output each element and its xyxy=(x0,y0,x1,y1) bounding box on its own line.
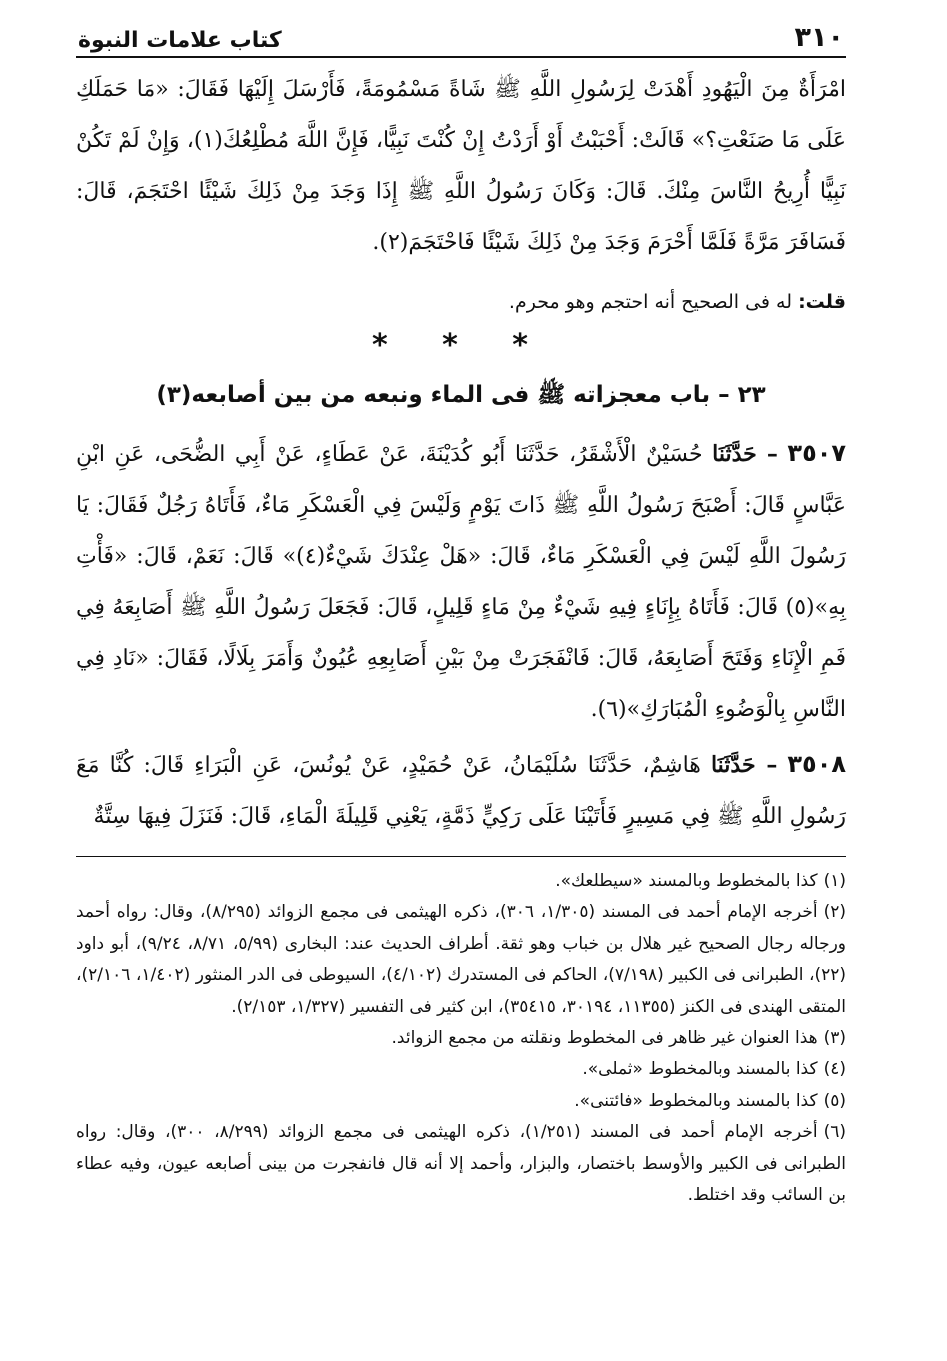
book-title: كتاب علامات النبوة xyxy=(78,28,282,53)
hadith-number: ٣٥٠٨ xyxy=(787,750,846,778)
continuation-paragraph: امْرَأَةٌ مِنَ الْيَهُودِ أَهْدَتْ لِرَسُولِ اللَّهِ ﷺ شَاةً مَسْمُومَةً، فَأَرْسَلَ إِلَيْهَا فَقَالَ: «مَا حَمَلَكِ عَلَى مَا صَنَعْتِ؟» قَالَتْ: أَحْبَبْتُ أَوْ أَرَدْتُ إِنْ كُنْتَ نَبِيًّا، فَإِنَّ اللَّهَ مُطْلِعُكَ(١)، وَإِنْ لَمْ تَكُنْ نَبِيًّا أُرِيحُ النَّاسَ مِنْكَ. قَالَ: وَكَانَ رَسُولُ اللَّهِ ﷺ إِذَا وَجَدَ مِنْ ذَلِكَ شَيْئًا احْتَجَمَ، قَالَ: فَسَافَرَ مَرَّةً فَلَمَّا أَحْرَمَ وَجَدَ مِنْ ذَلِكَ شَيْئًا فَاحْتَجَمَ(٢). xyxy=(76,77,846,255)
hadith-lead: – حَدَّثَنَا xyxy=(710,752,778,778)
footnote-mark: (١) xyxy=(823,871,846,891)
footnote-5 xyxy=(76,1086,846,1117)
footnote-text: كذا بالمسند وبالمخطوط «ثملى». xyxy=(582,1059,818,1080)
hadith-3508 xyxy=(76,739,846,842)
footnote-divider xyxy=(76,856,846,857)
hadith-number: ٣٥٠٧ xyxy=(787,439,847,467)
footnote-3 xyxy=(76,1023,846,1054)
footnote-mark: (٤) xyxy=(823,1059,846,1080)
section-separator: * * * xyxy=(372,328,550,363)
note-text: له فى الصحيح أنه احتجم وهو محرم. xyxy=(508,291,793,313)
footnote-4 xyxy=(76,1054,846,1085)
footnote-2 xyxy=(76,897,846,1023)
footnote-6 xyxy=(76,1117,846,1211)
footnotes xyxy=(76,866,846,1211)
page-number: ٣١٠ xyxy=(794,22,844,53)
hadith-text: حُسَيْنٌ الْأَشْقَرُ، حَدَّثَنَا أَبُو كُدَيْنَةَ، عَنْ عَطَاءٍ، عَنْ أَبِي الضُّحَى، عَنِ ابْنِ عَبَّاسٍ قَالَ: أَصْبَحَ رَسُولُ اللَّهِ ﷺ ذَاتَ يَوْمٍ وَلَيْسَ فِي الْعَسْكَرِ مَاءٌ، فَأَتَاهُ رَجُلٌ فَقَالَ: يَا رَسُولَ اللَّهِ لَيْسَ فِي الْعَسْكَرِ مَاءٌ، قَالَ: «هَلْ عِنْدَكَ شَيْءٌ(٤)» قَالَ: نَعَمْ، قَالَ: «فَأْتِ بِهِ»(٥) قَالَ: فَأَتَاهُ بِإِنَاءٍ فِيهِ شَيْءٌ مِنْ مَاءٍ قَلِيلٍ، قَالَ: فَجَعَلَ رَسُولُ اللَّهِ ﷺ أَصَابِعَهُ فِي فَمِ الْإِنَاءِ وَفَتَحَ أَصَابِعَهُ، قَالَ: فَانْفَجَرَتْ مِنْ بَيْنِ أَصَابِعِهِ عُيُونٌ وَأَمَرَ بِلَالًا، فَقَالَ: «نَادِ فِي النَّاسِ بِالْوَضُوءِ الْمُبَارَكِ»(٦). xyxy=(76,442,846,722)
author-note xyxy=(76,282,846,322)
footnote-text: أخرجه الإمام أحمد فى المسند (١/٢٥١)، ذكره الهيثمى فى مجمع الزوائد (٨/٢٩٩، ٣٠٠)، وقال: رواه الطبرانى فى الكبير والأوسط باختصار، والبزار، وأحمد إلا أنه قال فانفجرت من بينى أصابعه عيون، وفيه عطاء بن السائب وقد اختلط. xyxy=(76,1122,846,1206)
footnote-mark: (٥) xyxy=(823,1090,846,1111)
hadith-lead: – حَدَّثَنَا xyxy=(712,441,778,467)
footnote-text: أخرجه الإمام أحمد فى المسند (١/٣٠٥، ٣٠٦)، ذكره الهيثمى فى مجمع الزوائد (٨/٢٩٥)، وقال: رواه أحمد ورجاله رجال الصحيح غير هلال بن خباب وهو ثقة. أطراف الحديث عند: البخارى (٥/٩٩، ٨/٧١، ٩/٢٤)، أبو داود (٢٢)، الطبرانى فى الكبير (٧/١٩٨)، الحاكم فى المستدرك (٤/١٠٢)، السيوطى فى الدر المنثور (١/٤٠٢، ٢/١٠٦)، المتقى الهندى فى الكنز (١١٣٥٥، ٣٠١٩٤، ٣٥٤١٥)، ابن كثير فى التفسير (١/٣٢٧، ٢/١٥٣). xyxy=(76,902,847,1017)
book-page xyxy=(76,18,846,1338)
footnote-mark: (٢) xyxy=(823,902,846,923)
footnote-mark: (٦) xyxy=(823,1122,847,1143)
footnote-1 xyxy=(76,866,846,897)
chapter-heading: ٢٣ – باب معجزاته ﷺ فى الماء ونبعه من بين أصابعه(٣) xyxy=(156,382,766,408)
footnote-mark: (٣) xyxy=(823,1028,846,1049)
note-label: قلت: xyxy=(798,291,846,313)
running-header xyxy=(76,18,846,58)
footnote-text: كذا بالمسند وبالمخطوط «فائتنى». xyxy=(574,1090,818,1111)
hadith-3507 xyxy=(76,428,846,735)
hadith-text: هَاشِمٌ، حَدَّثَنَا سُلَيْمَانُ، عَنْ حُمَيْدٍ، عَنْ يُونُسَ، عَنِ الْبَرَاءِ قَالَ: كُنَّا مَعَ رَسُولِ اللَّهِ ﷺ فِي مَسِيرٍ فَأَتَيْنَا عَلَى رَكِيٍّ ذَمَّةٍ، يَعْنِي قَلِيلَةَ الْمَاءِ، قَالَ: فَنَزَلَ فِيهَا سِتَّةٌ xyxy=(76,753,846,829)
footnote-text: كذا بالمخطوط وبالمسند «سيطلعك». xyxy=(555,871,818,891)
footnote-text: هذا العنوان غير ظاهر فى المخطوط ونقلته من مجمع الزوائد. xyxy=(391,1028,818,1049)
